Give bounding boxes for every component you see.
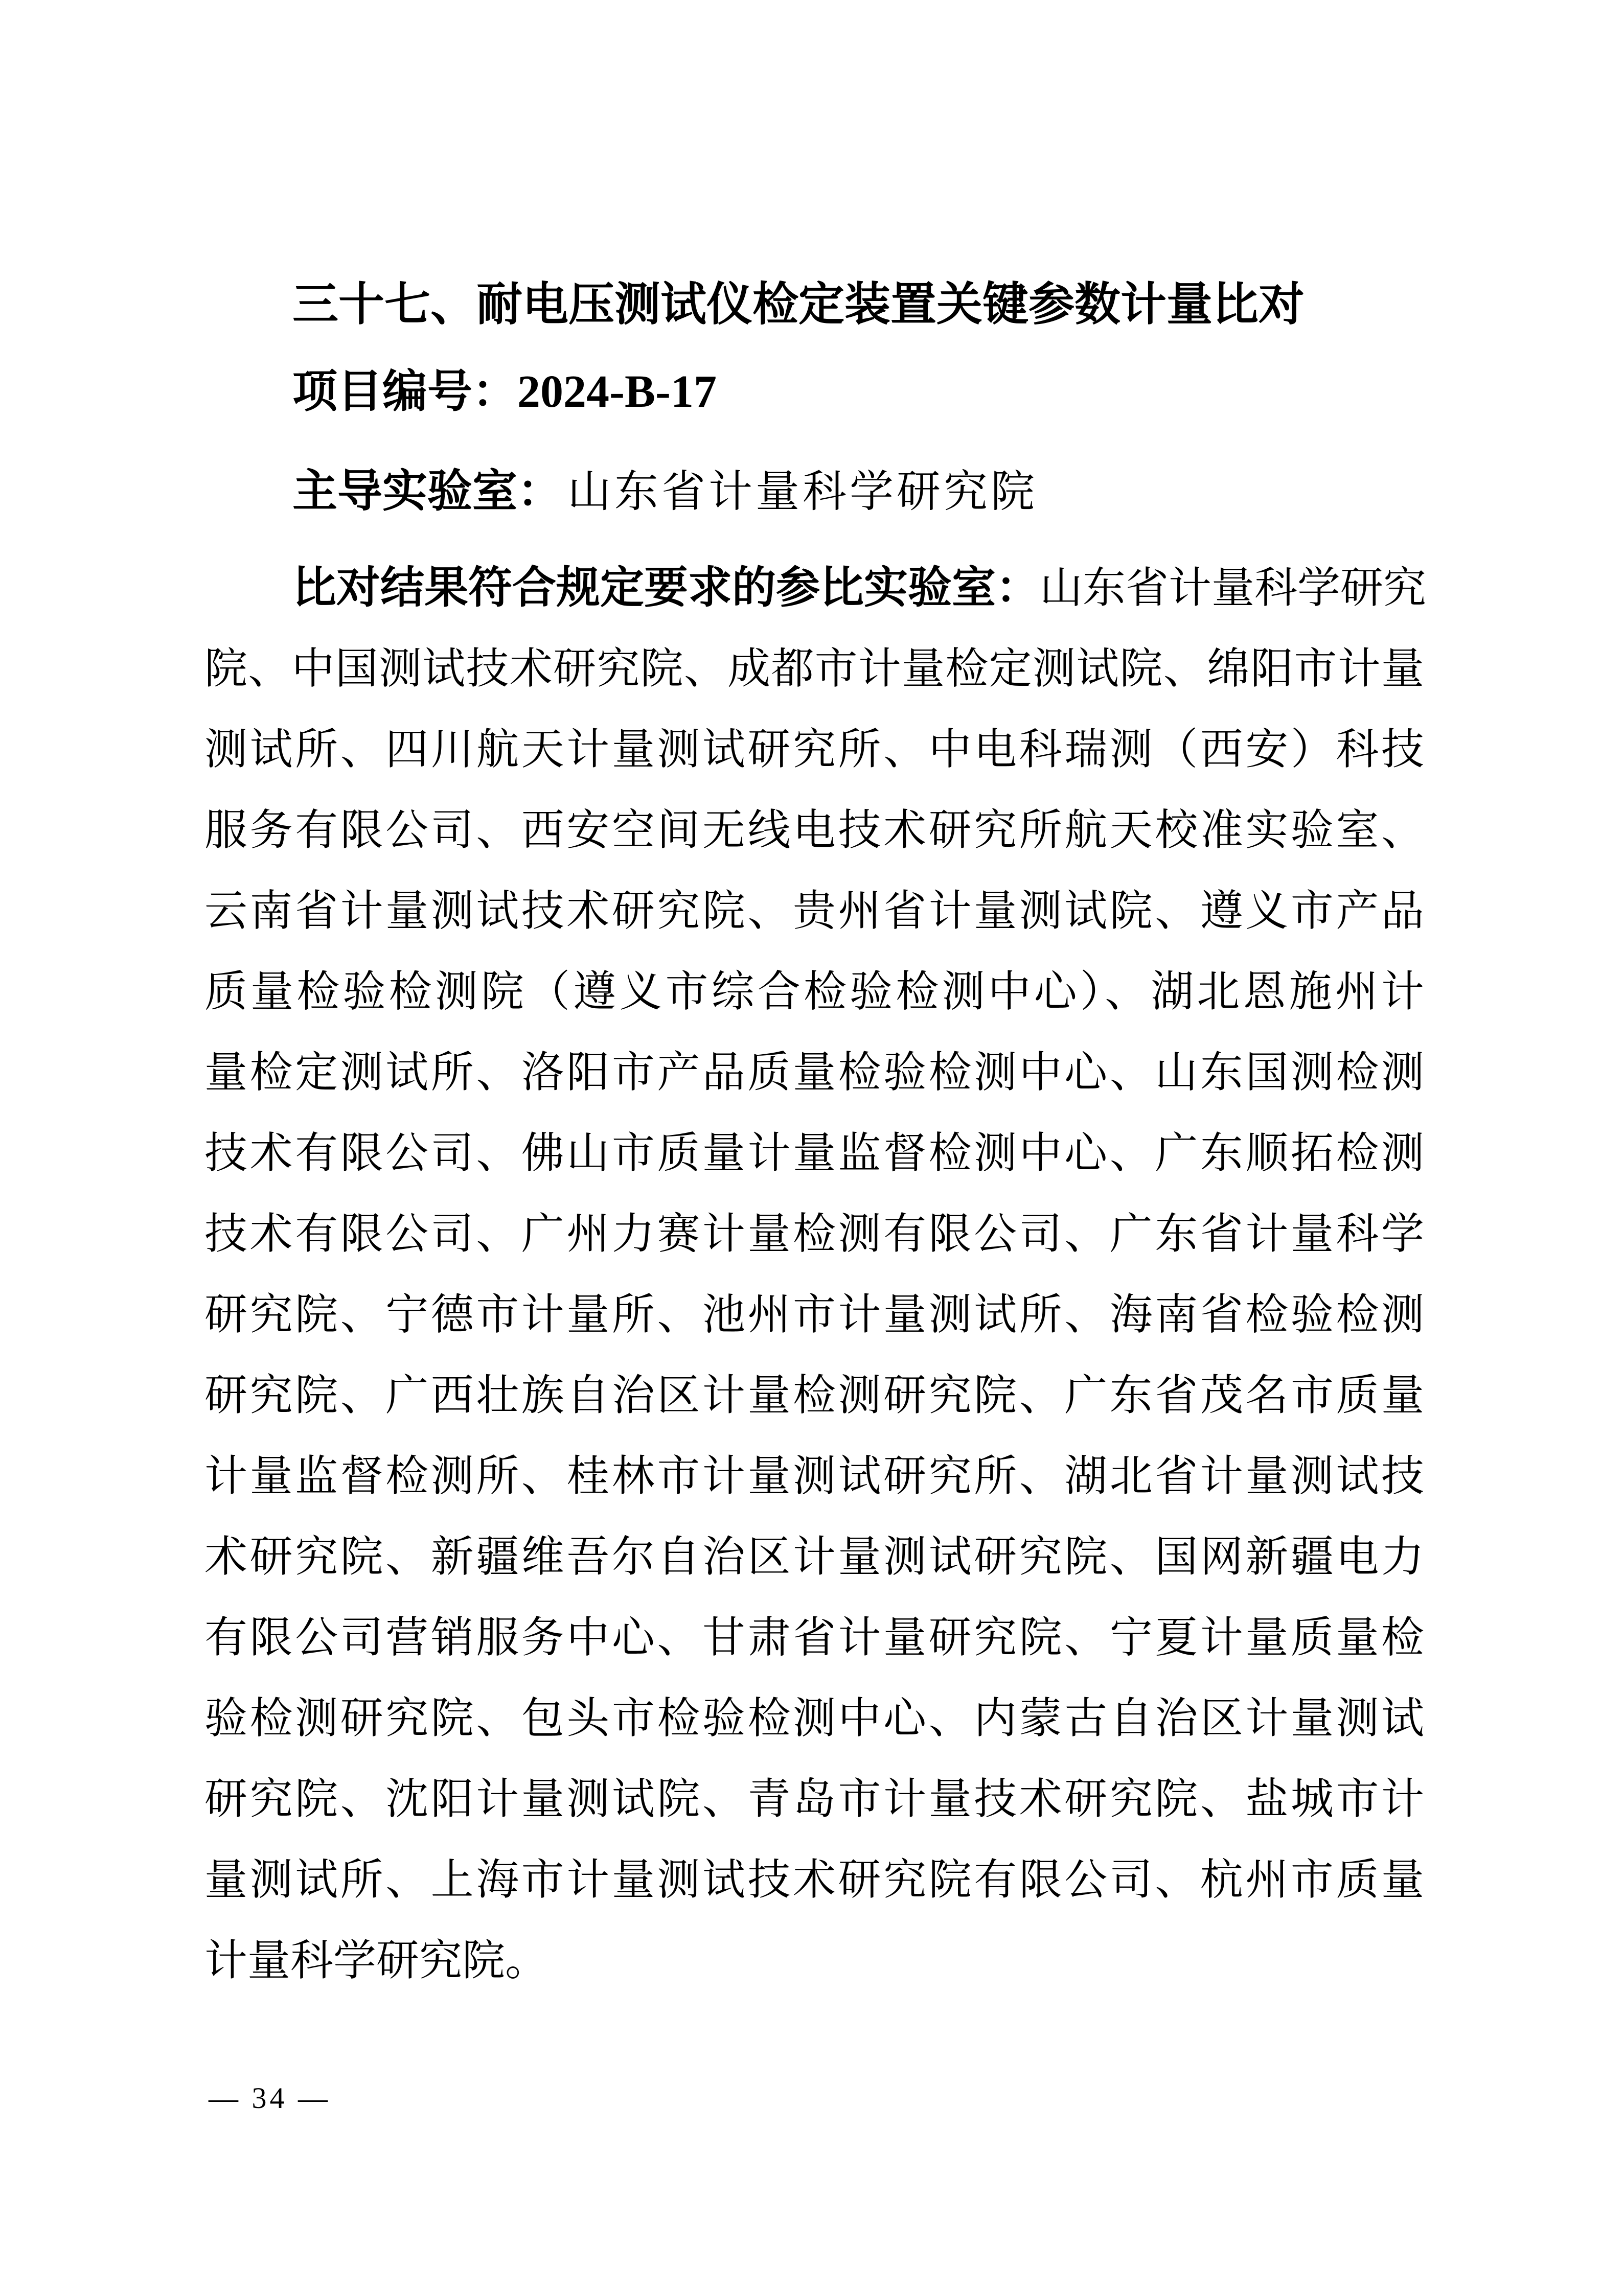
paragraph-line: 服务有限公司、西安空间无线电技术研究所航天校准实验室、 [204,807,1424,854]
paragraph-line: 研究院、沈阳计量测试院、青岛市计量技术研究院、盐城市计 [204,1776,1424,1823]
paragraph-line: 验检测研究院、包头市检验检测中心、内蒙古自治区计量测试 [204,1695,1424,1743]
paragraph-line: 计量监督检测所、桂林市计量测试研究所、湖北省计量测试技 [204,1453,1424,1500]
project-number-label: 项目编号： [292,366,518,416]
paragraph-line: 测试所、四川航天计量测试研究所、中电科瑞测（西安）科技 [204,726,1424,774]
paragraph-line: 质量检验检测院（遵义市综合检验检测中心）、湖北恩施州计 [204,968,1424,1016]
section-title: 三十七、耐电压测试仪检定装置关键参数计量比对 [292,279,1305,330]
paragraph-line: 研究院、广西壮族自治区计量检测研究院、广东省茂名市质量 [204,1372,1424,1420]
project-number-value: 2024-B-17 [517,366,717,417]
paragraph-line [204,547,1427,629]
paragraph-line: 技术有限公司、广州力赛计量检测有限公司、广东省计量科学 [204,1211,1424,1258]
paragraph-line: 院、中国测试技术研究院、成都市计量检定测试院、绵阳市计量 [204,645,1424,693]
paragraph-line: 技术有限公司、佛山市质量计量监督检测中心、广东顺拓检测 [204,1130,1424,1177]
paragraph-line: 术研究院、新疆维吾尔自治区计量测试研究院、国网新疆电力 [204,1534,1424,1581]
paragraph-line: 量测试所、上海市计量测试技术研究院有限公司、杭州市质量 [204,1857,1424,1904]
lead-lab-value: 山东省计量科学研究院 [567,467,1038,516]
paragraph-line: 计量科学研究院。 [204,1937,548,1985]
paragraph-line: 量检定测试所、洛阳市产品质量检验检测中心、山东国测检测 [204,1049,1424,1097]
participating-labs-paragraph [204,547,1427,2002]
paragraph-line: 有限公司营销服务中心、甘肃省计量研究院、宁夏计量质量检 [204,1614,1424,1662]
lead-lab-label: 主导实验室： [292,466,563,516]
lead-lab-line [204,448,1424,547]
project-number-line [204,348,1424,448]
paragraph-line-text: 山东省计量科学研究 [1040,565,1427,612]
paragraph-line: 研究院、宁德市计量所、池州市计量测试所、海南省检验检测 [204,1291,1424,1339]
paragraph-line: 云南省计量测试技术研究院、贵州省计量测试院、遵义市产品 [204,888,1424,935]
document-content [204,262,1427,2002]
paragraph-lead-in: 比对结果符合规定要求的参比实验室： [292,563,1040,612]
page-number: — 34 — [209,2081,331,2115]
